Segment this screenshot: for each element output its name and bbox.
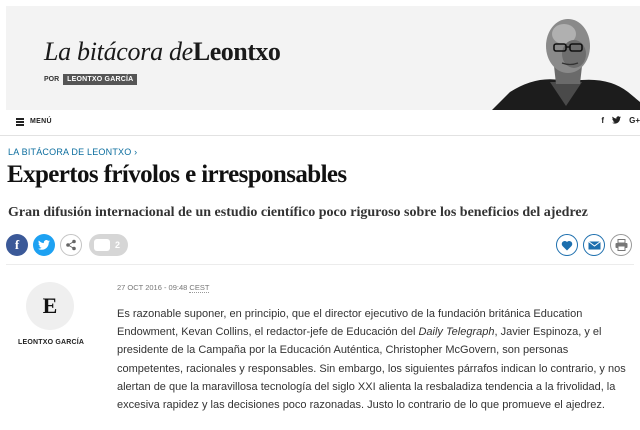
author-portrait-image: [490, 6, 640, 110]
blog-title[interactable]: [44, 37, 280, 67]
body-text-part2: , Javier Espinoza, y el presidente de la Campaña por la Educación Auténtica, Christopher McGovern, son personas competentes, racionales y responsables. Sin embargo, los siguientes párrafos indican lo contrario, y nos alertan de que la maravillosa tecnología del siglo XXI alienta la resbaladiza tendencia a la frivolidad, la excesiva rapidez y las decisiones poco razonadas. Justo lo contrario de lo que promueve el ajedrez.: [117, 326, 626, 412]
article-subheadline: Gran difusión internacional de un estudio científico poco riguroso sobre los beneficios del ajedrez: [8, 205, 588, 220]
googleplus-icon[interactable]: G+: [629, 116, 640, 125]
author-logo[interactable]: [26, 282, 74, 330]
timezone-label: CEST: [189, 283, 210, 292]
blog-title-italic: La bitácora de: [44, 37, 193, 66]
article-body-paragraph: [117, 305, 633, 414]
body-text-italic: Daily Telegraph: [418, 326, 495, 339]
save-favorite-button[interactable]: [556, 234, 578, 256]
byline-author-badge[interactable]: LEONTXO GARCÍA: [63, 74, 137, 85]
print-icon: [615, 239, 628, 251]
print-button[interactable]: [610, 234, 632, 256]
blog-title-bold: Leontxo: [192, 37, 281, 66]
hamburger-icon: [16, 118, 24, 125]
menu-button[interactable]: [16, 118, 52, 125]
email-share-button[interactable]: [583, 234, 605, 256]
share-bar: [6, 234, 128, 256]
article-actions: [556, 234, 632, 256]
facebook-icon: f: [14, 237, 20, 252]
breadcrumb[interactable]: LA BITÁCORA DE LEONTXO ›: [8, 147, 138, 157]
menu-label: MENÚ: [30, 118, 52, 125]
article-headline: Expertos frívolos e irresponsables: [7, 161, 347, 188]
share-twitter-button[interactable]: [33, 234, 55, 256]
twitter-icon[interactable]: [612, 116, 621, 126]
header-social-links: [601, 116, 640, 126]
share-facebook-button[interactable]: [6, 234, 28, 256]
share-icon: [65, 239, 77, 251]
publish-date: [117, 283, 209, 292]
author-initial: E: [42, 293, 58, 318]
comment-count: 2: [115, 240, 121, 250]
share-more-button[interactable]: [60, 234, 82, 256]
body-text-part1: Es razonable suponer, en principio, que el director ejecutivo de la fundación británica Education Endowment, Kevan Collins, el redactor-jefe de Educación del: [117, 308, 583, 339]
byline-prefix: POR: [44, 76, 60, 83]
divider: [6, 264, 634, 265]
top-nav-bar: [0, 110, 640, 136]
author-name[interactable]: LEONTXO GARCÍA: [18, 339, 85, 346]
heart-icon: [561, 240, 573, 251]
facebook-icon[interactable]: f: [601, 116, 605, 125]
blog-header-banner: [6, 6, 640, 110]
publish-date-text: 27 OCT 2016 - 09:48: [117, 283, 188, 292]
blog-byline: [44, 74, 137, 85]
mail-icon: [588, 241, 601, 250]
comments-button[interactable]: [89, 234, 128, 256]
comment-icon: [94, 239, 110, 251]
twitter-icon: [38, 240, 50, 250]
